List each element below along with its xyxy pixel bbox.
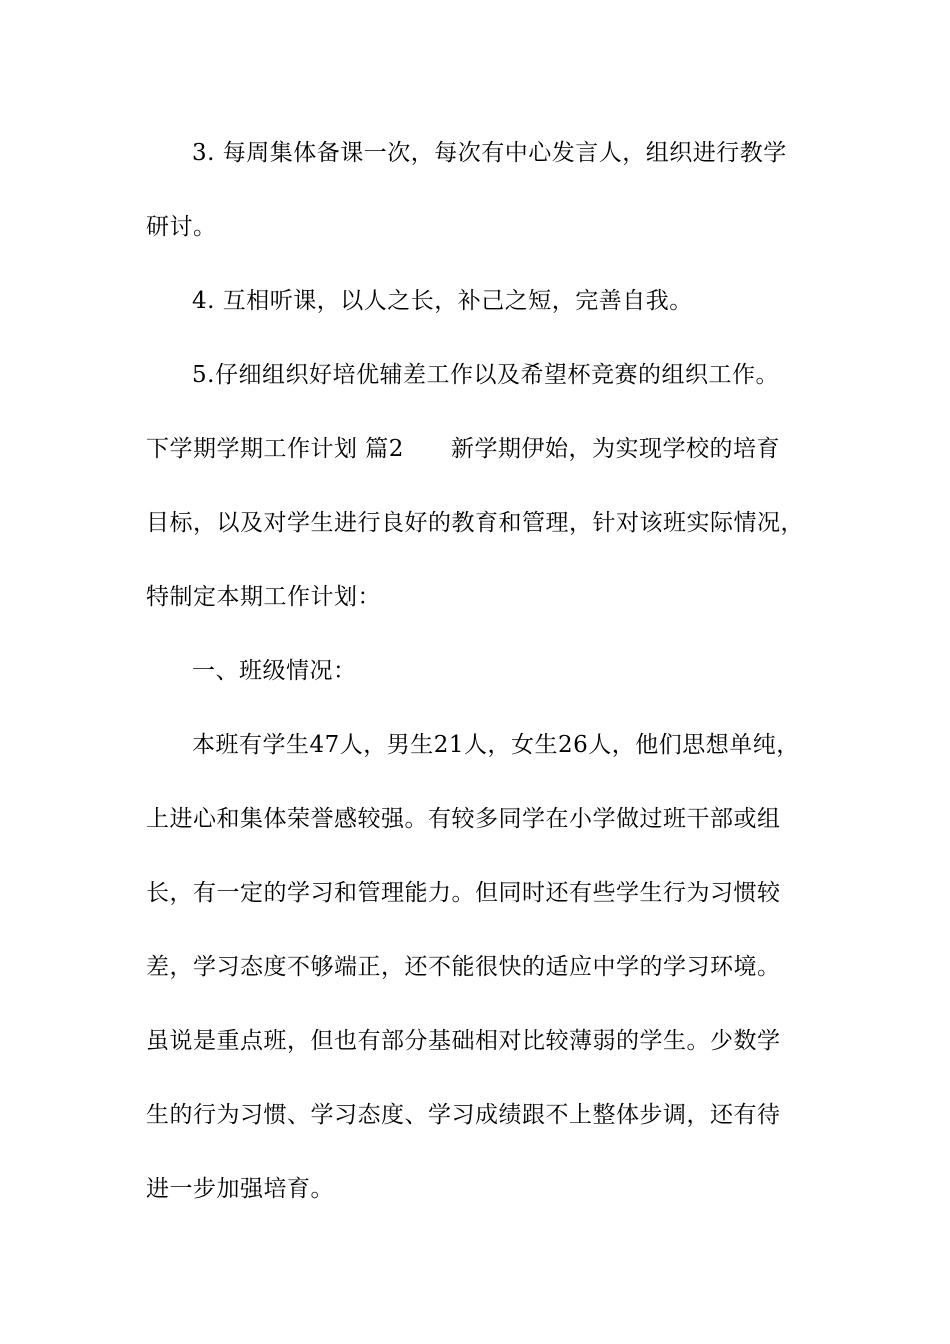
subsection-heading: 一、班级情况：	[192, 658, 357, 684]
text-line: 生的行为习惯、学习态度、学习成绩跟不上整体步调，还有待	[146, 1102, 781, 1128]
text-line: 进一步加强培育。	[146, 1176, 334, 1202]
text-line: 长，有一定的学习和管理能力。但同时还有些学生行为习惯较	[146, 880, 781, 906]
section-heading-line: 下学期学期工作计划 篇2 新学期伊始，为实现学校的培育	[146, 436, 780, 462]
text-line: 上进心和集体荣誉感较强。有较多同学在小学做过班干部或组	[146, 806, 781, 832]
text-line: 虽说是重点班，但也有部分基础相对比较薄弱的学生。少数学	[146, 1028, 781, 1054]
text-line: 本班有学生47人，男生21人，女生26人，他们思想单纯，	[192, 732, 800, 758]
text-line: 目标，以及对学生进行良好的教育和管理，针对该班实际情况，	[146, 510, 804, 536]
text-line-item-5: 5.仔细组织好培优辅差工作以及希望杯竞赛的组织工作。	[192, 362, 779, 388]
text-line: 特制定本期工作计划：	[146, 584, 381, 610]
text-line-item-3: 3. 每周集体备课一次，每次有中心发言人，组织进行教学	[192, 140, 787, 166]
text-line: 差，学习态度不够端正，还不能很快的适应中学的学习环境。	[146, 954, 781, 980]
text-line-item-3-cont: 研讨。	[146, 214, 217, 240]
text-line-item-4: 4. 互相听课，以人之长，补己之短，完善自我。	[192, 288, 693, 314]
